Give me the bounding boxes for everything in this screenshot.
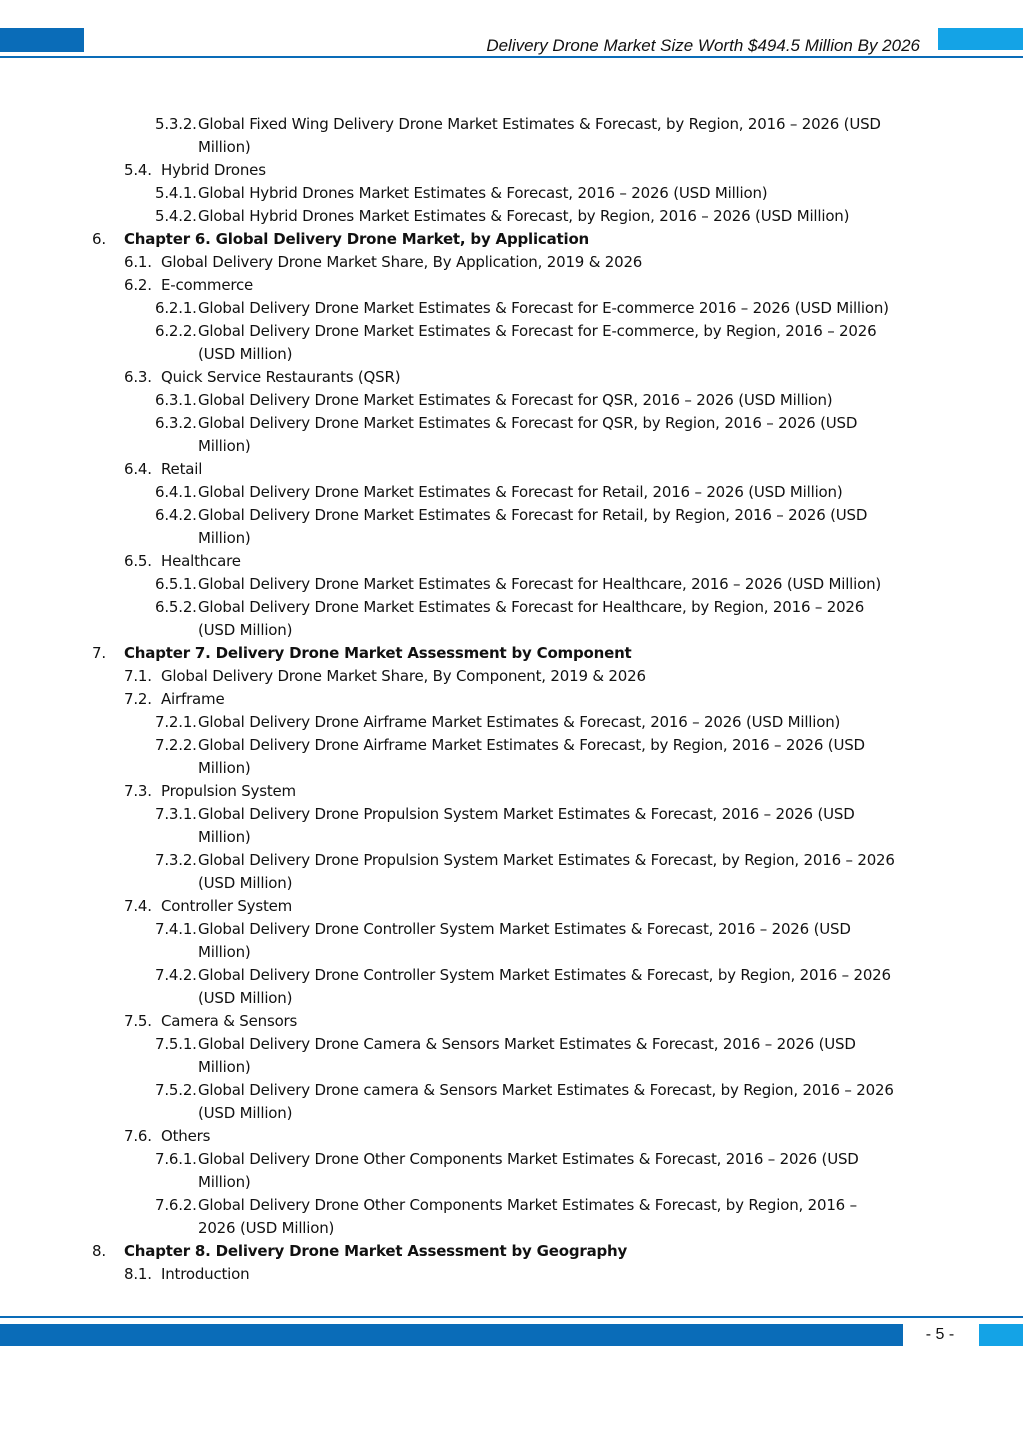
- toc-entry-text: Global Delivery Drone Airframe Market Estimates & Forecast, 2016 – 2026 (USD Million): [198, 713, 841, 731]
- header-accent-bar-left: [0, 28, 84, 52]
- toc-entry-number: 6.: [92, 230, 106, 248]
- toc-entry-level-2: [0, 251, 1023, 274]
- toc-entry-level-2: [0, 458, 1023, 481]
- toc-entry-number: 7.5.: [124, 1012, 152, 1030]
- toc-entry-level-3: [0, 182, 1023, 205]
- toc-entry-level-3: [0, 320, 1023, 343]
- toc-entry-continuation: [0, 136, 1023, 159]
- toc-entry-level-3: [0, 113, 1023, 136]
- toc-entry-text: Chapter 7. Delivery Drone Market Assessment by Component: [124, 644, 632, 662]
- toc-entry-level-3: [0, 1033, 1023, 1056]
- toc-entry-text: Global Hybrid Drones Market Estimates & Forecast, 2016 – 2026 (USD Million): [198, 184, 768, 202]
- toc-entry-text: Quick Service Restaurants (QSR): [161, 368, 401, 386]
- toc-entry-number: 7.6.2.: [155, 1196, 197, 1214]
- toc-entry-text: Global Delivery Drone Other Components Market Estimates & Forecast, by Region, 2016 –: [198, 1196, 857, 1214]
- toc-entry-number: 7.2.2.: [155, 736, 197, 754]
- toc-entry-level-2: [0, 780, 1023, 803]
- toc-entry-number: 7.4.1.: [155, 920, 197, 938]
- toc-entry-level-2: [0, 1125, 1023, 1148]
- toc-entry-text: Airframe: [161, 690, 225, 708]
- toc-entry-text: Global Delivery Drone Market Estimates & Forecast for QSR, 2016 – 2026 (USD Million): [198, 391, 833, 409]
- toc-entry-number: 8.1.: [124, 1265, 152, 1283]
- toc-entry-text: Million): [198, 138, 251, 156]
- toc-entry-number: 7.5.1.: [155, 1035, 197, 1053]
- toc-entry-level-3: [0, 1079, 1023, 1102]
- toc-entry-continuation: [0, 619, 1023, 642]
- toc-entry-text: (USD Million): [198, 874, 293, 892]
- toc-entry-number: 7.3.: [124, 782, 152, 800]
- toc-entry-text: Healthcare: [161, 552, 241, 570]
- toc-entry-text: Propulsion System: [161, 782, 296, 800]
- toc-entry-number: 7.2.: [124, 690, 152, 708]
- toc-entry-level-2: [0, 366, 1023, 389]
- toc-entry-text: Global Delivery Drone Market Estimates & Forecast for E-commerce, by Region, 2016 – 2026: [198, 322, 877, 340]
- toc-entry-number: 7.4.2.: [155, 966, 197, 984]
- toc-entry-number: 6.4.1.: [155, 483, 197, 501]
- toc-entry-text: Global Hybrid Drones Market Estimates & Forecast, by Region, 2016 – 2026 (USD Million): [198, 207, 850, 225]
- toc-entry-level-3: [0, 849, 1023, 872]
- toc-entry-level-3: [0, 803, 1023, 826]
- toc-entry-continuation: [0, 435, 1023, 458]
- toc-entry-text: Chapter 8. Delivery Drone Market Assessment by Geography: [124, 1242, 628, 1260]
- toc-entry-text: Global Delivery Drone Controller System Market Estimates & Forecast, by Region, 2016 – 2026: [198, 966, 891, 984]
- toc-entry-number: 8.: [92, 1242, 106, 1260]
- header-rule: [0, 56, 1023, 58]
- toc-entry-text: Camera & Sensors: [161, 1012, 298, 1030]
- toc-entry-text: Million): [198, 759, 251, 777]
- toc-entry-number: 6.5.2.: [155, 598, 197, 616]
- toc-entry-level-3: [0, 1194, 1023, 1217]
- toc-entry-level-2: [0, 550, 1023, 573]
- toc-entry-level-2: [0, 895, 1023, 918]
- toc-entry-text: Global Delivery Drone Other Components Market Estimates & Forecast, 2016 – 2026 (USD: [198, 1150, 859, 1168]
- toc-entry-text: Global Delivery Drone Camera & Sensors Market Estimates & Forecast, 2016 – 2026 (USD: [198, 1035, 856, 1053]
- toc-entry-text: Controller System: [161, 897, 293, 915]
- toc-entry-level-2: [0, 274, 1023, 297]
- toc-entry-text: Introduction: [161, 1265, 250, 1283]
- toc-entry-level-3: [0, 918, 1023, 941]
- toc-entry-text: Global Fixed Wing Delivery Drone Market Estimates & Forecast, by Region, 2016 – 2026 (USD: [198, 115, 881, 133]
- toc-entry-number: 6.1.: [124, 253, 152, 271]
- toc-entry-number: 6.5.1.: [155, 575, 197, 593]
- toc-entry-continuation: [0, 872, 1023, 895]
- toc-entry-number: 5.4.1.: [155, 184, 197, 202]
- toc-entry-level-3: [0, 389, 1023, 412]
- toc-entry-text: (USD Million): [198, 1104, 293, 1122]
- toc-entry-continuation: [0, 757, 1023, 780]
- toc-entry-number: 7.6.1.: [155, 1150, 197, 1168]
- toc-entry-continuation: [0, 987, 1023, 1010]
- toc-entry-level-1: [0, 1240, 1023, 1263]
- toc-entry-level-3: [0, 964, 1023, 987]
- toc-entry-number: 6.2.1.: [155, 299, 197, 317]
- toc-entry-text: Hybrid Drones: [161, 161, 266, 179]
- toc-entry-text: Global Delivery Drone Propulsion System Market Estimates & Forecast, by Region, 2016 – 2026: [198, 851, 895, 869]
- toc-entry-level-3: [0, 596, 1023, 619]
- toc-entry-number: 5.3.2.: [155, 115, 197, 133]
- page-number: - 5 -: [925, 1326, 955, 1343]
- toc-entry-text: Million): [198, 1173, 251, 1191]
- toc-entry-text: Global Delivery Drone Market Estimates & Forecast for E-commerce 2016 – 2026 (USD Million): [198, 299, 889, 317]
- toc-entry-text: 2026 (USD Million): [198, 1219, 335, 1237]
- toc-entry-number: 5.4.: [124, 161, 152, 179]
- toc-entry-level-3: [0, 481, 1023, 504]
- toc-entry-text: Global Delivery Drone Propulsion System Market Estimates & Forecast, 2016 – 2026 (USD: [198, 805, 855, 823]
- toc-entry-text: Chapter 6. Global Delivery Drone Market, by Application: [124, 230, 590, 248]
- toc-entry-continuation: [0, 826, 1023, 849]
- toc-entry-text: Million): [198, 943, 251, 961]
- toc-entry-level-2: [0, 1010, 1023, 1033]
- toc-entry-number: 6.3.1.: [155, 391, 197, 409]
- toc-entry-level-2: [0, 159, 1023, 182]
- toc-entry-text: Others: [161, 1127, 211, 1145]
- toc-entry-text: (USD Million): [198, 621, 293, 639]
- toc-entry-level-3: [0, 412, 1023, 435]
- toc-entry-continuation: [0, 1171, 1023, 1194]
- toc-entry-number: 5.4.2.: [155, 207, 197, 225]
- toc-entry-level-1: [0, 642, 1023, 665]
- toc-entry-number: 7.6.: [124, 1127, 152, 1145]
- table-of-contents: [0, 113, 1023, 1286]
- header-accent-bar-right: [938, 28, 1023, 50]
- footer-accent-bar-right: [979, 1324, 1023, 1346]
- toc-entry-number: 6.4.2.: [155, 506, 197, 524]
- toc-entry-text: Global Delivery Drone Market Estimates & Forecast for Healthcare, by Region, 2016 – 2026: [198, 598, 865, 616]
- toc-entry-number: 7.3.1.: [155, 805, 197, 823]
- toc-entry-continuation: [0, 1056, 1023, 1079]
- toc-entry-continuation: [0, 527, 1023, 550]
- toc-entry-number: 7.3.2.: [155, 851, 197, 869]
- toc-entry-continuation: [0, 941, 1023, 964]
- toc-entry-level-3: [0, 1148, 1023, 1171]
- footer-accent-bar-left: [0, 1324, 903, 1346]
- toc-entry-level-3: [0, 573, 1023, 596]
- toc-entry-text: Global Delivery Drone Market Share, By Application, 2019 & 2026: [161, 253, 643, 271]
- toc-entry-number: 7.: [92, 644, 106, 662]
- toc-entry-number: 7.4.: [124, 897, 152, 915]
- toc-entry-continuation: [0, 343, 1023, 366]
- toc-entry-text: Global Delivery Drone Airframe Market Estimates & Forecast, by Region, 2016 – 2026 (USD: [198, 736, 865, 754]
- toc-entry-level-3: [0, 734, 1023, 757]
- toc-entry-number: 7.5.2.: [155, 1081, 197, 1099]
- toc-entry-level-1: [0, 228, 1023, 251]
- toc-entry-level-3: [0, 297, 1023, 320]
- toc-entry-text: (USD Million): [198, 345, 293, 363]
- toc-entry-text: Million): [198, 437, 251, 455]
- toc-entry-number: 6.2.2.: [155, 322, 197, 340]
- toc-entry-text: Global Delivery Drone Market Share, By Component, 2019 & 2026: [161, 667, 646, 685]
- toc-entry-level-2: [0, 665, 1023, 688]
- document-header-title: Delivery Drone Market Size Worth $494.5 Million By 2026: [486, 36, 920, 55]
- toc-entry-number: 6.2.: [124, 276, 152, 294]
- footer-rule: [0, 1316, 1023, 1318]
- toc-entry-number: 6.5.: [124, 552, 152, 570]
- toc-entry-text: Global Delivery Drone Controller System Market Estimates & Forecast, 2016 – 2026 (USD: [198, 920, 851, 938]
- toc-entry-number: 6.4.: [124, 460, 152, 478]
- toc-entry-text: Global Delivery Drone Market Estimates & Forecast for Retail, 2016 – 2026 (USD Million): [198, 483, 843, 501]
- toc-entry-level-2: [0, 1263, 1023, 1286]
- toc-entry-level-3: [0, 504, 1023, 527]
- toc-entry-text: Million): [198, 1058, 251, 1076]
- toc-entry-text: Global Delivery Drone camera & Sensors Market Estimates & Forecast, by Region, 2016 – 2026: [198, 1081, 894, 1099]
- toc-entry-text: Global Delivery Drone Market Estimates & Forecast for Retail, by Region, 2016 – 2026 (USD: [198, 506, 868, 524]
- toc-entry-number: 6.3.2.: [155, 414, 197, 432]
- toc-entry-text: (USD Million): [198, 989, 293, 1007]
- toc-entry-text: Million): [198, 828, 251, 846]
- toc-entry-number: 6.3.: [124, 368, 152, 386]
- toc-entry-continuation: [0, 1102, 1023, 1125]
- toc-entry-text: E-commerce: [161, 276, 254, 294]
- toc-entry-level-3: [0, 711, 1023, 734]
- toc-entry-text: Million): [198, 529, 251, 547]
- toc-entry-level-3: [0, 205, 1023, 228]
- toc-entry-text: Retail: [161, 460, 203, 478]
- toc-entry-number: 7.2.1.: [155, 713, 197, 731]
- toc-entry-continuation: [0, 1217, 1023, 1240]
- toc-entry-text: Global Delivery Drone Market Estimates & Forecast for QSR, by Region, 2016 – 2026 (USD: [198, 414, 858, 432]
- toc-entry-level-2: [0, 688, 1023, 711]
- toc-entry-text: Global Delivery Drone Market Estimates & Forecast for Healthcare, 2016 – 2026 (USD Million): [198, 575, 882, 593]
- toc-entry-number: 7.1.: [124, 667, 152, 685]
